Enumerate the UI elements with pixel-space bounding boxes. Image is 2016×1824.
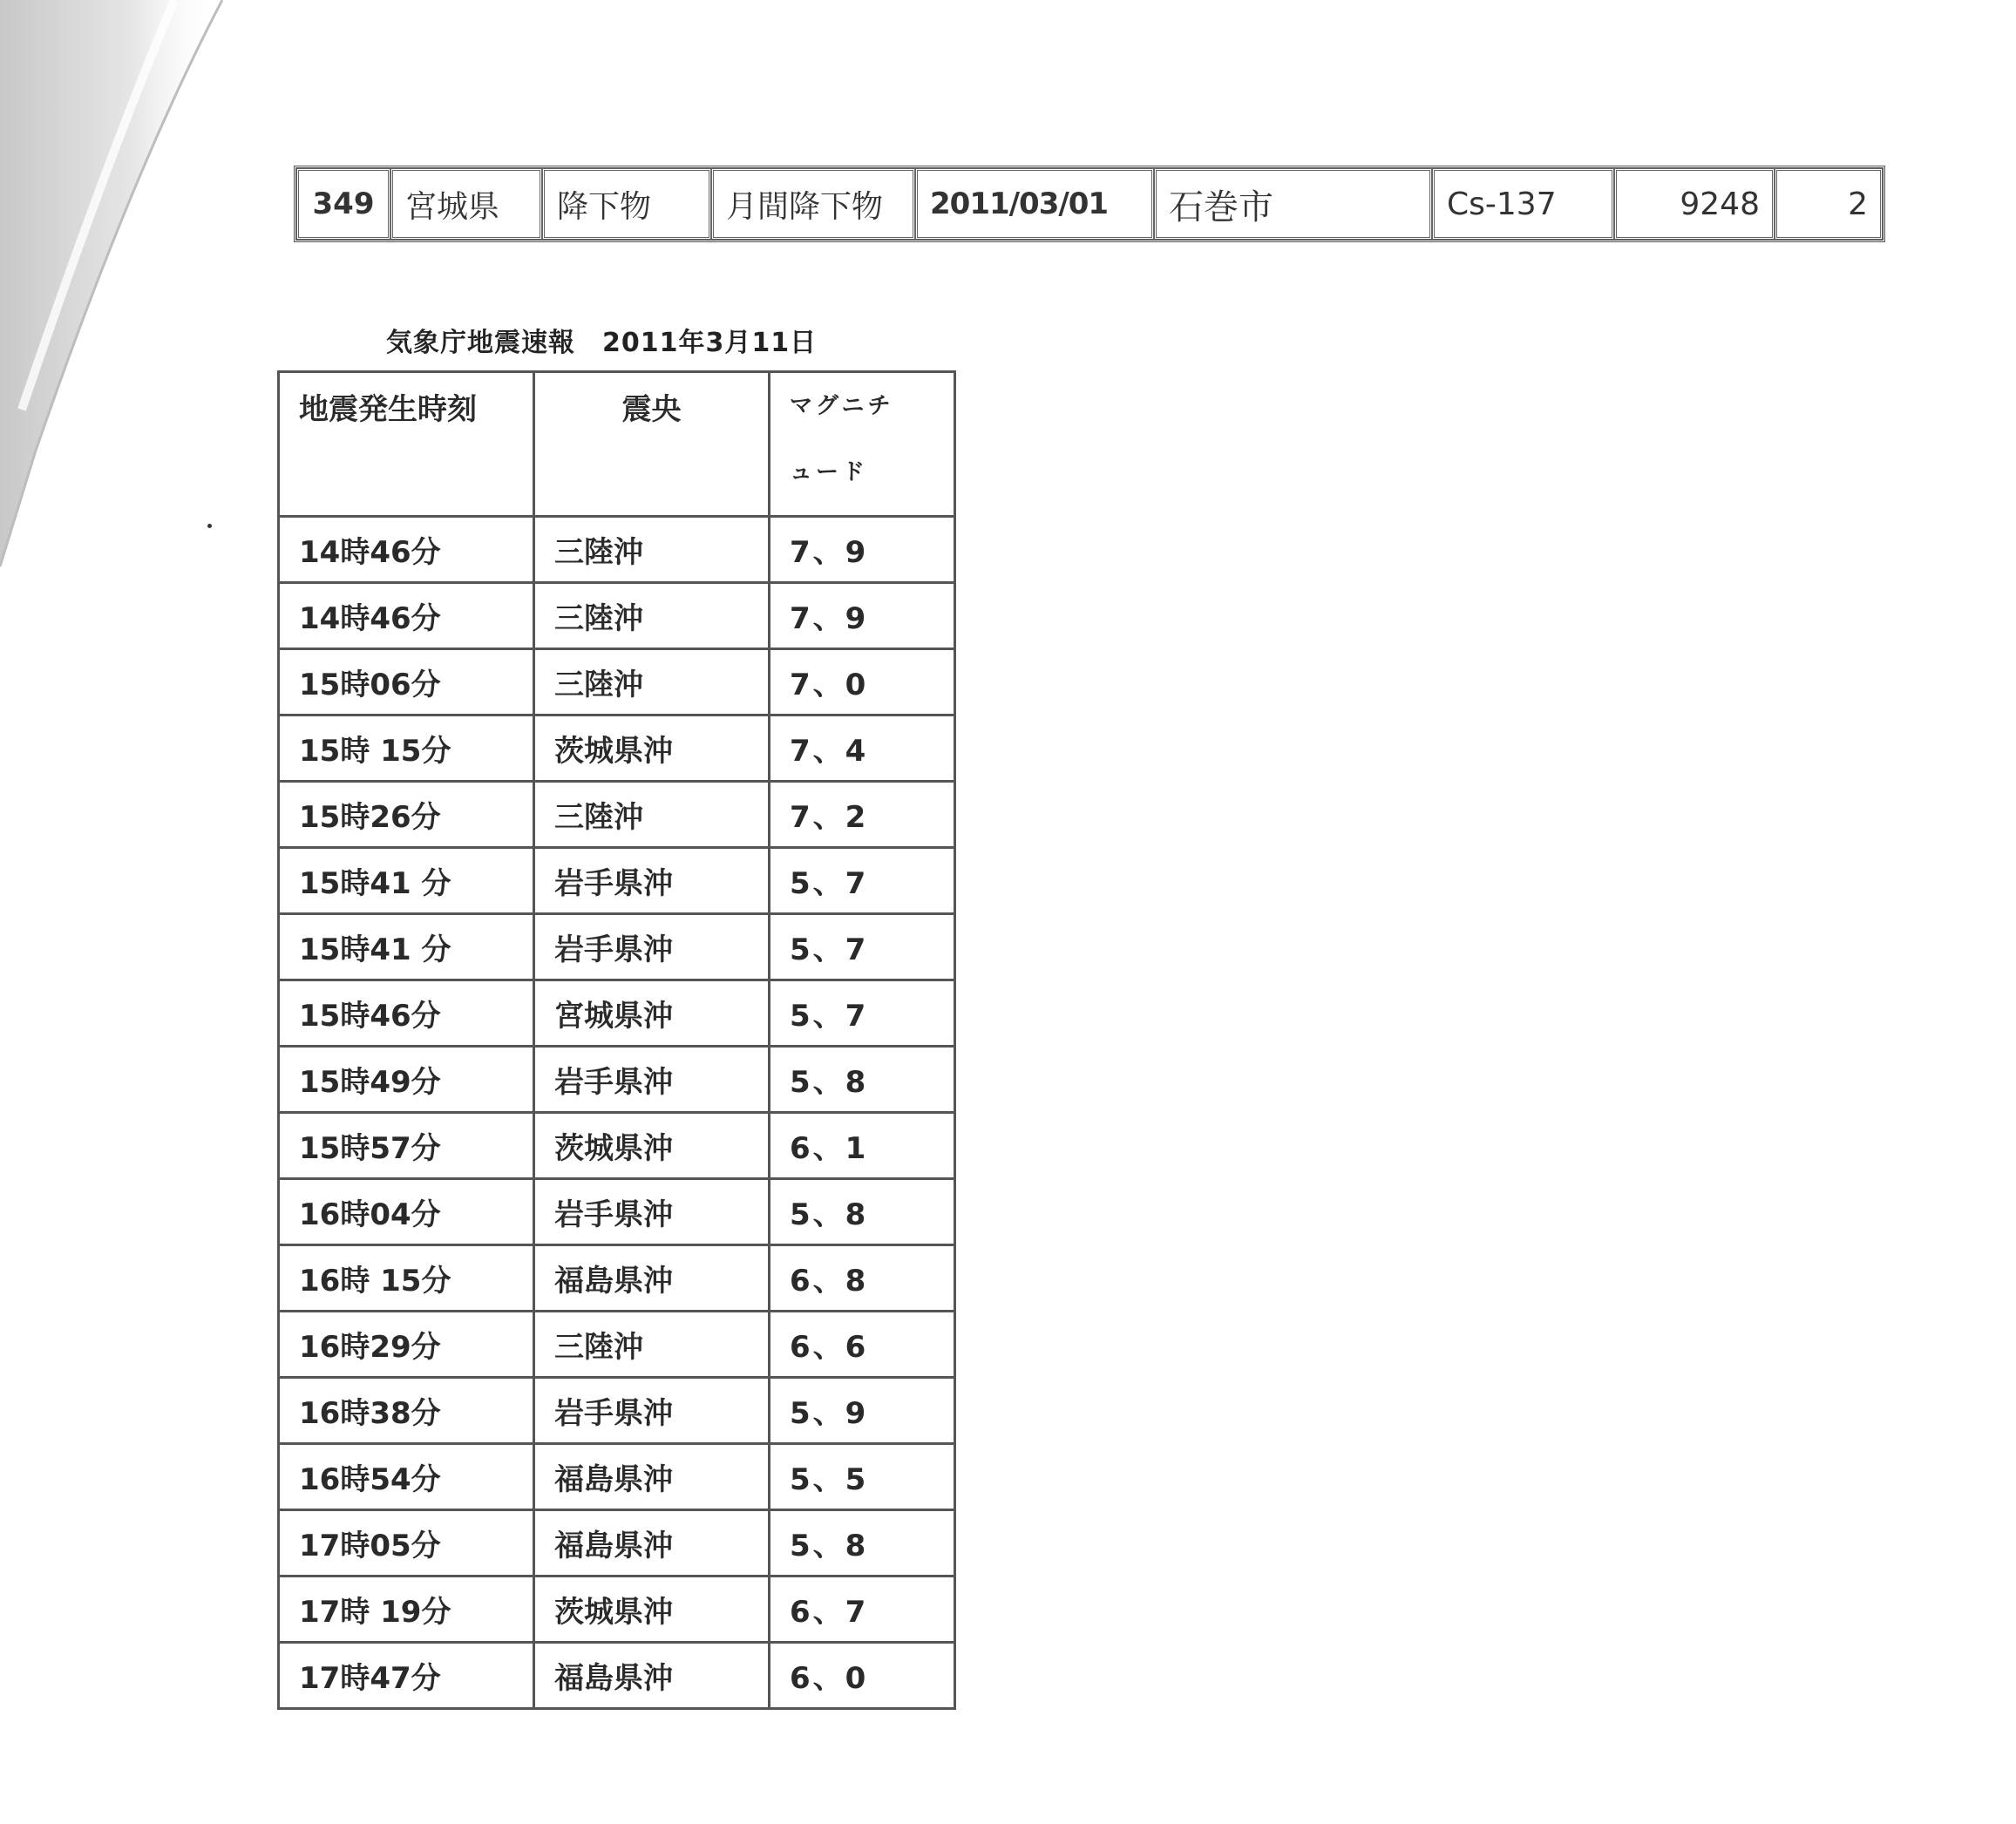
table-row	[296, 168, 1883, 240]
cell-magnitude: 6、7	[770, 1577, 955, 1643]
table-row	[279, 914, 955, 980]
cell-epicenter: 岩手県沖	[534, 1047, 770, 1113]
cell-time: 15時49分	[279, 1047, 534, 1113]
cell-epicenter: 三陸沖	[534, 1312, 770, 1378]
cell-time: 17時47分	[279, 1643, 534, 1709]
table-row	[279, 980, 955, 1047]
table-row	[279, 1245, 955, 1312]
record-nuclide: Cs-137	[1432, 168, 1614, 240]
record-category: 降下物	[542, 168, 711, 240]
cell-magnitude: 5、5	[770, 1444, 955, 1510]
record-count: 2	[1775, 168, 1883, 240]
page-edge-shadow	[0, 0, 288, 610]
record-prefecture: 宮城県	[390, 168, 542, 240]
cell-epicenter: 岩手県沖	[534, 1378, 770, 1444]
header-time: 地震発生時刻	[279, 372, 534, 517]
cell-time: 15時46分	[279, 980, 534, 1047]
earthquake-table-body	[279, 517, 955, 1709]
table-row	[279, 649, 955, 715]
cell-time: 16時54分	[279, 1444, 534, 1510]
header-epicenter: 震央	[534, 372, 770, 517]
cell-magnitude: 5、7	[770, 914, 955, 980]
cell-epicenter: 三陸沖	[534, 782, 770, 848]
record-city: 石巻市	[1154, 168, 1432, 240]
cell-time: 16時38分	[279, 1378, 534, 1444]
record-value: 9248	[1614, 168, 1775, 240]
cell-time: 17時05分	[279, 1510, 534, 1577]
cell-magnitude: 5、7	[770, 980, 955, 1047]
cell-time: 17時 19分	[279, 1577, 534, 1643]
cell-time: 15時26分	[279, 782, 534, 848]
cell-epicenter: 福島県沖	[534, 1245, 770, 1312]
cell-time: 16時04分	[279, 1179, 534, 1245]
table-row	[279, 1577, 955, 1643]
measurement-record-table	[294, 166, 1885, 242]
bulletin-title: 気象庁地震速報 2011年3月11日	[386, 328, 818, 358]
cell-epicenter: 三陸沖	[534, 649, 770, 715]
cell-magnitude: 6、0	[770, 1643, 955, 1709]
cell-epicenter: 福島県沖	[534, 1510, 770, 1577]
scan-speck	[207, 524, 212, 528]
cell-epicenter: 茨城県沖	[534, 1113, 770, 1179]
cell-magnitude: 5、8	[770, 1047, 955, 1113]
table-row	[279, 1312, 955, 1378]
cell-epicenter: 岩手県沖	[534, 1179, 770, 1245]
cell-time: 15時41 分	[279, 914, 534, 980]
table-row	[279, 1444, 955, 1510]
cell-epicenter: 岩手県沖	[534, 848, 770, 914]
cell-magnitude: 6、6	[770, 1312, 955, 1378]
record-date: 2011/03/01	[915, 168, 1154, 240]
table-row	[279, 1643, 955, 1709]
table-header-row	[279, 372, 955, 517]
header-magnitude	[770, 372, 955, 517]
table-row	[279, 715, 955, 782]
cell-time: 14時46分	[279, 517, 534, 583]
cell-magnitude: 7、0	[770, 649, 955, 715]
cell-epicenter: 福島県沖	[534, 1444, 770, 1510]
table-row	[279, 1378, 955, 1444]
table-row	[279, 517, 955, 583]
cell-epicenter: 茨城県沖	[534, 715, 770, 782]
cell-time: 15時 15分	[279, 715, 534, 782]
cell-epicenter: 福島県沖	[534, 1643, 770, 1709]
cell-epicenter: 宮城県沖	[534, 980, 770, 1047]
record-id: 349	[296, 168, 390, 240]
cell-magnitude: 5、8	[770, 1510, 955, 1577]
table-row	[279, 583, 955, 649]
cell-epicenter: 三陸沖	[534, 583, 770, 649]
table-row	[279, 1047, 955, 1113]
cell-epicenter: 茨城県沖	[534, 1577, 770, 1643]
table-row	[279, 1113, 955, 1179]
cell-time: 16時 15分	[279, 1245, 534, 1312]
header-magnitude-line2: ュード	[790, 459, 869, 485]
cell-time: 15時06分	[279, 649, 534, 715]
record-subcategory: 月間降下物	[711, 168, 915, 240]
cell-epicenter: 岩手県沖	[534, 914, 770, 980]
cell-magnitude: 5、7	[770, 848, 955, 914]
earthquake-table	[277, 370, 956, 1710]
cell-magnitude: 7、2	[770, 782, 955, 848]
cell-magnitude: 6、1	[770, 1113, 955, 1179]
table-row	[279, 848, 955, 914]
cell-magnitude: 7、9	[770, 517, 955, 583]
cell-time: 15時57分	[279, 1113, 534, 1179]
cell-epicenter: 三陸沖	[534, 517, 770, 583]
cell-time: 14時46分	[279, 583, 534, 649]
table-row	[279, 1179, 955, 1245]
cell-time: 15時41 分	[279, 848, 534, 914]
cell-magnitude: 5、9	[770, 1378, 955, 1444]
cell-magnitude: 5、8	[770, 1179, 955, 1245]
cell-magnitude: 7、9	[770, 583, 955, 649]
table-row	[279, 1510, 955, 1577]
cell-time: 16時29分	[279, 1312, 534, 1378]
table-row	[279, 782, 955, 848]
header-magnitude-line1: マグニチ	[790, 393, 894, 419]
cell-magnitude: 6、8	[770, 1245, 955, 1312]
cell-magnitude: 7、4	[770, 715, 955, 782]
